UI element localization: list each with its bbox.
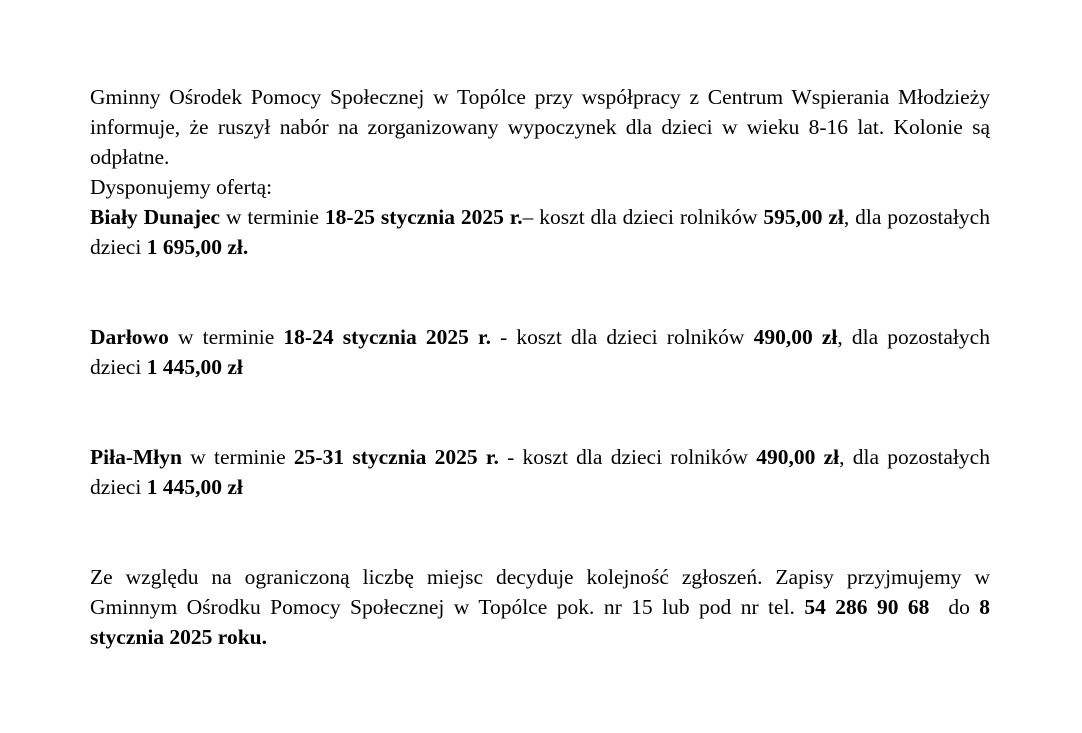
text-run-bold: Biały Dunajec <box>90 205 221 229</box>
text-run-regular: , dla pozostałych dzieci <box>90 325 996 379</box>
text-run-bold: 1 695,00 zł. <box>146 235 249 259</box>
text-run-bold: 18-25 stycznia 2025 r. <box>324 205 523 229</box>
text-run-regular: w terminie <box>181 445 294 469</box>
text-run-bold: 490,00 zł <box>753 325 838 349</box>
text-run-regular: - koszt dla dzieci rolników <box>490 325 754 349</box>
text-run-regular: - koszt dla dzieci rolników <box>498 445 757 469</box>
text-run-regular: do <box>929 595 980 619</box>
text-run-regular: w terminie <box>220 205 325 229</box>
text-run-regular: w terminie <box>168 325 284 349</box>
paragraph-spacer <box>90 292 990 322</box>
text-run-regular: Ze względu na ograniczoną liczbę miejsc decyduje kolejność zgłoszeń. Zapisy przyjmujemy w Gminnym Ośrodku Pomocy Społecznej w Topólce pok. nr 15 lub pod nr tel. <box>90 565 996 619</box>
paragraph-spacer <box>90 502 990 532</box>
text-run-regular: , dla pozostałych dzieci <box>90 205 996 259</box>
paragraph-offer-darlowo <box>90 322 996 382</box>
text-run-regular: Dysponujemy ofertą: <box>90 175 273 199</box>
paragraph-spacer <box>90 532 990 562</box>
text-run-bold: 8 stycznia 2025 roku. <box>90 595 996 649</box>
text-run-bold: Piła-Młyn <box>90 445 182 469</box>
text-run-bold: 595,00 zł <box>763 205 844 229</box>
text-run-bold: 18-24 stycznia 2025 r. <box>283 325 491 349</box>
paragraph-offer-pila-mlyn <box>90 442 996 502</box>
text-run-bold: 1 445,00 zł <box>146 475 243 499</box>
paragraph-spacer <box>90 262 990 292</box>
text-run-bold: 25-31 stycznia 2025 r. <box>293 445 499 469</box>
paragraph-intro <box>90 82 996 172</box>
paragraph-closing <box>90 562 996 652</box>
paragraph-offer-bialy-dunajec <box>90 202 996 262</box>
paragraph-spacer <box>90 412 990 442</box>
text-run-regular: Gminny Ośrodek Pomocy Społecznej w Topólce przy współpracy z Centrum Wspierania Młodzieży informuje, że ruszył nabór na zorganizowany wypoczynek dla dzieci w wieku 8-16 lat. Kolonie są odpłatne. <box>90 85 996 169</box>
text-run-bold: 490,00 zł <box>756 445 840 469</box>
paragraph-spacer <box>90 382 990 412</box>
text-run-bold: 54 286 90 68 <box>804 595 930 619</box>
text-run-bold: Darłowo <box>90 325 169 349</box>
paragraph-offer-lead <box>90 172 990 202</box>
text-run-regular: , dla pozostałych dzieci <box>90 445 996 499</box>
text-run-bold: 1 445,00 zł <box>146 355 243 379</box>
text-run-regular: – koszt dla dzieci rolników <box>522 205 764 229</box>
document-body <box>90 82 996 652</box>
